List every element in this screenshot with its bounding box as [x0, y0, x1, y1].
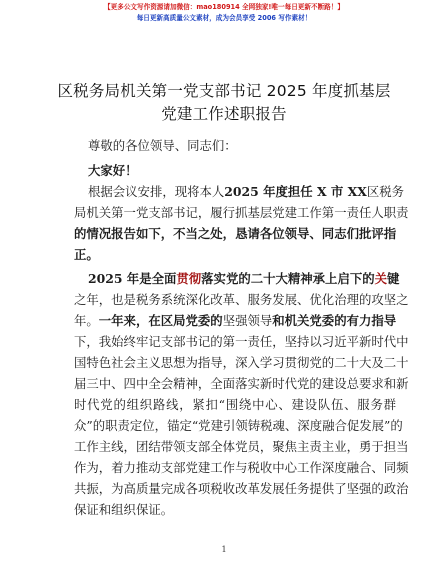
paragraph-2-line-6: 届三中、四中全会精神，全面落实新时代党的建设总要求和新: [74, 376, 409, 391]
p2-emphasis: 2025 年是全面: [88, 271, 177, 286]
p2-text: 坚强领导: [222, 313, 273, 328]
paragraph-2-line-5: 国特色社会主义思想为指导，深入学习贯彻党的二十大及二十: [74, 355, 409, 370]
promo-banner-line-1: 【更多公文写作资源请加微信：mao180914 全网独家!唯一每日更新不断路！】: [104, 3, 344, 11]
p2-text: 之年，也是税务系统深化改革、服务发展、优化治理的攻坚之: [74, 292, 409, 307]
paragraph-1-line-1: [88, 184, 405, 200]
p1-text: 根据会议安排，现将本人: [88, 184, 225, 199]
p1-text: 区税务: [366, 184, 405, 199]
p2-highlight: 关: [374, 271, 388, 286]
paragraph-2-line-10: 作为，着力推动支部党建工作与税收中心工作深度融合、同频: [74, 460, 409, 475]
document-title-line-1: 区税务局机关第一党支部书记 2025 年度抓基层: [57, 82, 391, 100]
p2-emphasis: 落实: [201, 271, 226, 286]
promo-banner-line-2: 每日更新高质量公文素材，成为会员享受 2006 写作素材！: [136, 14, 312, 22]
p2-emphasis: 一年来，: [98, 313, 149, 328]
paragraph-1-line-4: 正。: [74, 247, 99, 262]
paragraph-2-line-7: 时代党的组织路线，紧扣“围绕中心、建设队伍、服务群: [74, 397, 396, 412]
p2-text: 年。: [74, 313, 99, 328]
p2-emphasis: 在区局党委的: [148, 313, 223, 328]
document-title-line-2: 党建工作述职报告: [161, 105, 287, 123]
p2-highlight: 贯彻: [176, 271, 202, 286]
p1-emphasis: 2025 年度担任 X 市 XX: [224, 184, 367, 199]
paragraph-2-line-1: [88, 271, 400, 287]
paragraph-2-line-3: [74, 313, 396, 329]
paragraph-1-line-3: 的情况报告如下，不当之处，恳请各位领导、同志们批评指: [74, 226, 397, 241]
paragraph-2-line-11: 共振，为高质量完成各项税收改革发展任务提供了坚强的政治: [74, 481, 409, 496]
greeting: 大家好！: [88, 163, 138, 178]
paragraph-2-line-9: 工作主线，团结带领支部全体党员，聚焦主责主业，勇于担当: [74, 439, 409, 454]
paragraph-2-line-2: [74, 292, 409, 308]
salutation: 尊敬的各位领导、同志们：: [88, 138, 237, 153]
paragraph-2-line-12: 保证和组织保证。: [74, 502, 174, 517]
paragraph-2-line-8: 众”的职责定位，锚定“党建引领铸税魂、深度融合促发展”的: [74, 418, 403, 433]
paragraph-1-line-2: 局机关第一党支部书记，履行抓基层党建工作第一责任人职责: [74, 205, 409, 220]
p2-emphasis: 和机关党委的有力指导: [272, 313, 397, 328]
paragraph-2-line-4: 下，我始终牢记支部书记的第一责任，坚持以习近平新时代中: [74, 334, 409, 349]
p2-emphasis: 党的二十大精神承上启下的: [225, 271, 375, 286]
p2-emphasis: 键: [387, 271, 400, 286]
page-number: 1: [221, 545, 227, 554]
